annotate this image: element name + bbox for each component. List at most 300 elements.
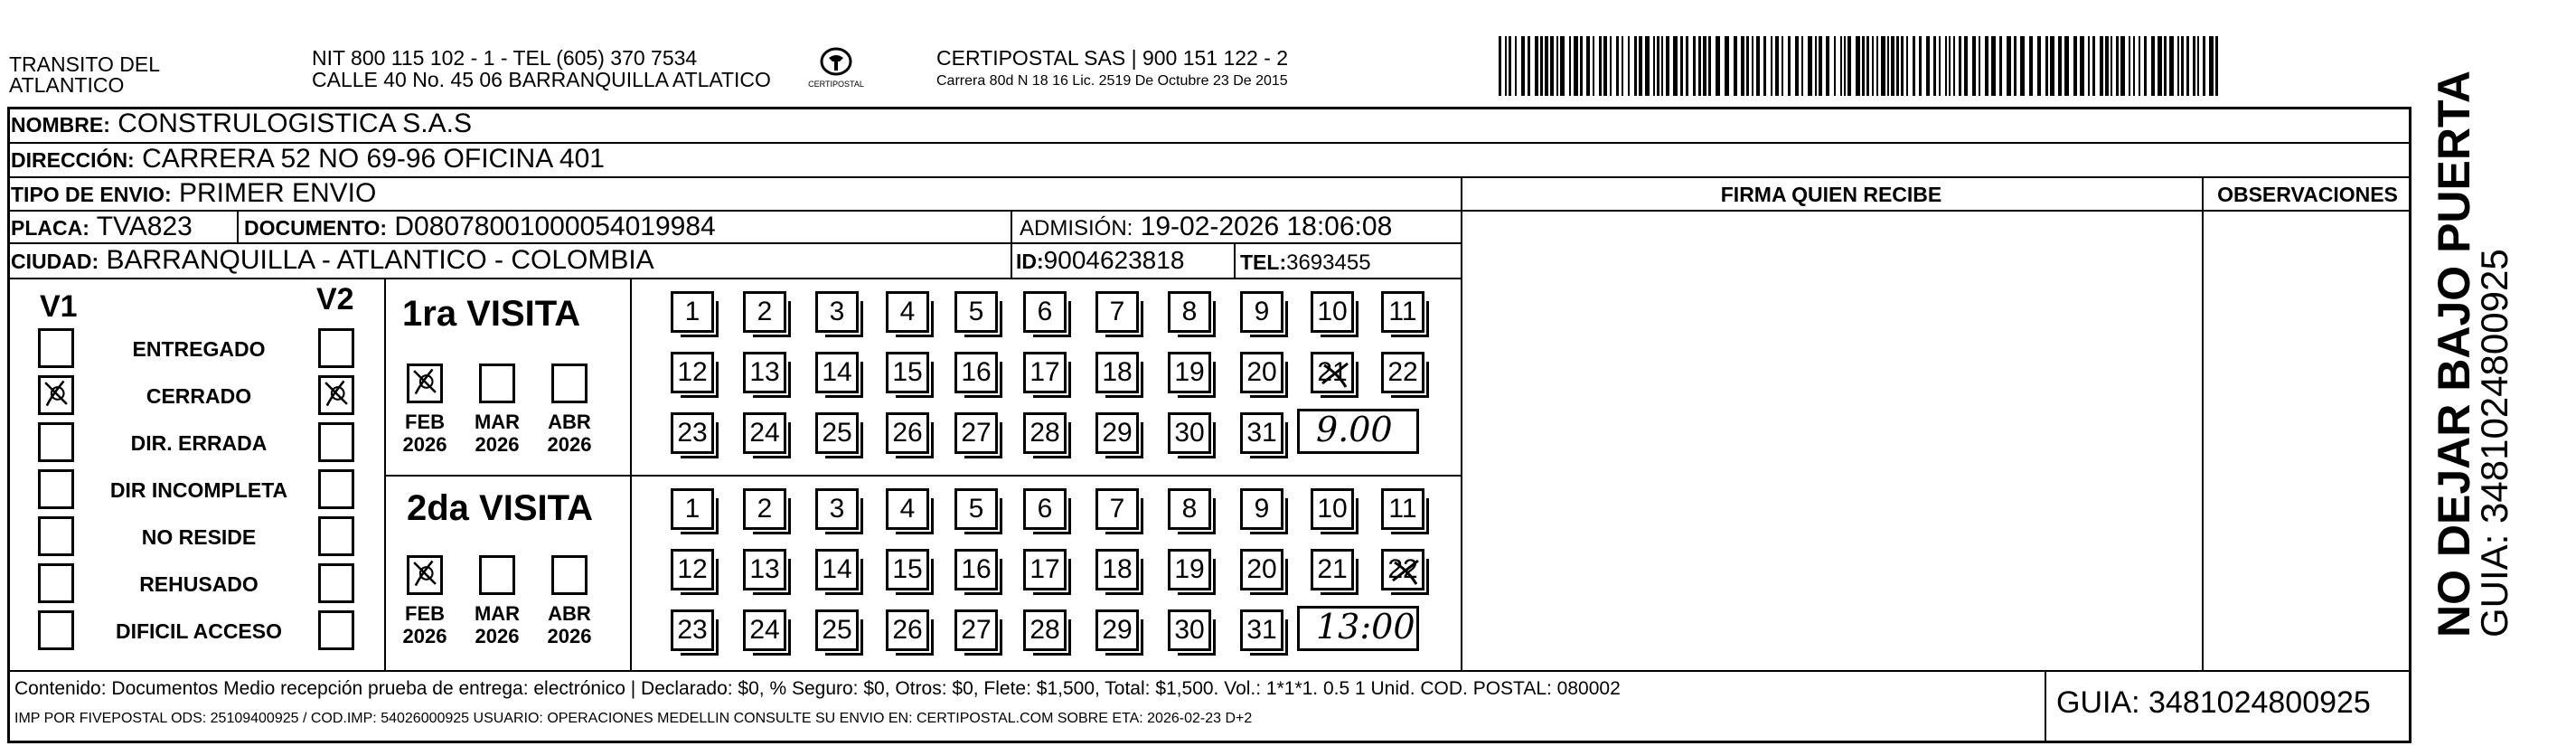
barcode-bar — [1634, 36, 1637, 96]
day-number: 27 — [961, 615, 992, 645]
visit1-day-28[interactable] — [1023, 412, 1067, 454]
day-number: 30 — [1174, 615, 1205, 645]
day-number: 10 — [1317, 494, 1348, 524]
day-number: 17 — [1029, 357, 1060, 387]
barcode-bar — [1574, 36, 1578, 96]
reason-label-2: DIR. ERRADA — [130, 431, 268, 455]
visit2-day-22[interactable] — [1381, 549, 1424, 590]
barcode-bar — [1959, 36, 1961, 96]
visit1-month-name-2: ABR — [548, 411, 591, 433]
day-number: 25 — [822, 615, 852, 645]
visit2-day-6[interactable] — [1023, 488, 1067, 530]
visit1-day-18[interactable] — [1095, 352, 1139, 393]
v2-label: V2 — [316, 282, 354, 316]
barcode-bar — [1891, 36, 1894, 96]
visit2-day-28[interactable] — [1023, 609, 1067, 651]
day-number: 1 — [684, 297, 700, 326]
day-number: 18 — [1102, 357, 1133, 387]
barcode-bar — [1999, 36, 2002, 96]
documento-value: D08078001000054019984 — [394, 212, 716, 241]
day-number: 9 — [1254, 297, 1270, 326]
visit2-day-11[interactable] — [1381, 488, 1424, 530]
visit1-day-3[interactable] — [815, 291, 859, 333]
visit2-day-30[interactable] — [1168, 609, 1211, 651]
barcode-bar — [2181, 36, 2184, 96]
barcode-bar — [1901, 36, 1904, 96]
barcode-bar — [2045, 36, 2048, 96]
barcode-bar — [2209, 36, 2214, 96]
day-scribble-icon — [1387, 553, 1424, 597]
visit2-month-name-0: FEB — [405, 602, 445, 625]
barcode-bar — [1939, 36, 1941, 96]
day-number: 12 — [677, 357, 708, 387]
barcode-bar — [2020, 36, 2025, 96]
v1-checkbox-3[interactable] — [38, 469, 74, 509]
day-number: 4 — [899, 297, 916, 326]
footer-imp-line: IMP POR FIVEPOSTAL ODS: 25109400925 / COD.IMP: 54026000925 USUARIO: OPERACIONES MEDELLIN CONSULTE SU ENVIO EN: CERTIPOSTAL.COM SOBRE ETA: 2026-02-23 D+2 — [14, 711, 1253, 726]
visit1-day-9[interactable] — [1240, 291, 1283, 333]
visit2-day-10[interactable] — [1311, 488, 1354, 530]
barcode-bar — [1509, 36, 1511, 96]
visit2-day-19[interactable] — [1168, 549, 1211, 590]
visit1-day-20[interactable] — [1240, 352, 1283, 393]
observaciones-label: OBSERVACIONES — [2217, 183, 2398, 206]
visit1-month-box-1[interactable] — [479, 364, 515, 403]
visit1-month-box-2[interactable] — [551, 364, 588, 403]
visit2-day-16[interactable] — [954, 549, 998, 590]
barcode-bar — [2105, 36, 2109, 96]
day-number: 31 — [1246, 615, 1277, 645]
barcode-bar — [1815, 36, 1817, 96]
v1-checkbox-6[interactable] — [38, 610, 74, 650]
barcode-bar — [2111, 36, 2112, 96]
day-number: 19 — [1174, 554, 1205, 584]
visit1-month-year-0: 2026 — [402, 433, 447, 456]
day-number: 27 — [961, 418, 992, 448]
barcode-bar — [1763, 36, 1766, 96]
barcode-bar — [1734, 36, 1737, 96]
id-label: ID: — [1016, 250, 1044, 273]
barcode-bar — [1771, 36, 1772, 96]
visit2-day-25[interactable] — [815, 609, 859, 651]
nombre-label: NOMBRE: — [11, 113, 110, 137]
barcode-bar — [2088, 36, 2090, 96]
day-number: 11 — [1388, 297, 1417, 326]
visit2-day-12[interactable] — [671, 549, 714, 590]
barcode-bar — [1499, 36, 1501, 96]
barcode-bar — [1686, 36, 1688, 96]
visit2-month-name-1: MAR — [474, 602, 521, 625]
day-scribble-icon — [1317, 356, 1353, 400]
visit2-day-18[interactable] — [1095, 549, 1139, 590]
side-text — [2429, 71, 2515, 637]
visit2-day-13[interactable] — [743, 549, 786, 590]
tipo-value: PRIMER ENVIO — [178, 178, 377, 208]
barcode-bar — [2050, 36, 2054, 96]
visit2-day-7[interactable] — [1095, 488, 1139, 530]
barcode — [1499, 36, 2222, 96]
visit2-day-4[interactable] — [886, 488, 929, 530]
barcode-bar — [2186, 36, 2189, 96]
visit2-day-31[interactable] — [1240, 609, 1283, 651]
visit1-day-2[interactable] — [743, 291, 786, 333]
barcode-bar — [1979, 36, 1980, 96]
barcode-bar — [1580, 36, 1583, 96]
admision-cell — [1020, 212, 1392, 244]
visit2-day-29[interactable] — [1095, 609, 1139, 651]
day-number: 19 — [1174, 357, 1205, 387]
day-number: 3 — [829, 494, 845, 524]
visit1-month-name-0: FEB — [405, 411, 445, 433]
barcode-bar — [1782, 36, 1783, 96]
barcode-bar — [2133, 36, 2135, 96]
day-number: 8 — [1181, 494, 1198, 524]
v2-checkbox-4[interactable] — [318, 516, 354, 556]
visit1-day-13[interactable] — [743, 352, 786, 393]
observaciones-area[interactable] — [2204, 212, 2410, 670]
visit1-day-6[interactable] — [1023, 291, 1067, 333]
v1-checkbox-2[interactable] — [38, 422, 74, 462]
barcode-bar — [1808, 36, 1812, 96]
ciudad-value: BARRANQUILLA - ATLANTICO - COLOMBIA — [106, 245, 654, 275]
v1-checkbox-5[interactable] — [38, 563, 74, 603]
barcode-bar — [1657, 36, 1659, 96]
day-number: 28 — [1029, 418, 1060, 448]
visit2-day-2[interactable] — [743, 488, 786, 530]
firma-label: FIRMA QUIEN RECIBE — [1720, 183, 1942, 206]
barcode-bar — [1521, 36, 1525, 96]
visit1-day-7[interactable] — [1095, 291, 1139, 333]
visit1-day-11[interactable] — [1381, 291, 1424, 333]
day-number: 20 — [1246, 554, 1277, 584]
barcode-bar — [1703, 36, 1706, 96]
barcode-bar — [1556, 36, 1558, 96]
barcode-bar — [2092, 36, 2095, 96]
barcode-bar — [1881, 36, 1885, 96]
v1-label: V1 — [40, 289, 78, 324]
barcode-bar — [1991, 36, 1996, 96]
admision-label: ADMISIÓN: — [1020, 216, 1133, 241]
barcode-bar — [1775, 36, 1779, 96]
day-number: 8 — [1181, 297, 1198, 326]
barcode-bar — [1788, 36, 1791, 96]
visit1-day-26[interactable] — [886, 412, 929, 454]
barcode-bar — [1819, 36, 1822, 96]
ciudad-cell — [11, 245, 654, 277]
barcode-bar — [1847, 36, 1851, 96]
barcode-bar — [1801, 36, 1803, 96]
barcode-bar — [1926, 36, 1930, 96]
tipo-label: TIPO DE ENVIO: — [11, 183, 172, 206]
reason-label-0: ENTREGADO — [132, 337, 266, 361]
barcode-bar — [1746, 36, 1749, 96]
barcode-bar — [2073, 36, 2077, 96]
barcode-bar — [1639, 36, 1642, 96]
day-number: 7 — [1109, 494, 1125, 524]
license-line: Carrera 80d N 18 16 Lic. 2519 De Octubre 23 De 2015 — [936, 73, 1288, 89]
day-number: 21 — [1317, 554, 1348, 584]
visit2-day-9[interactable] — [1240, 488, 1283, 530]
day-number: 15 — [892, 357, 923, 387]
tel-label: TEL: — [1240, 250, 1287, 274]
visit2-day-14[interactable] — [815, 549, 859, 590]
visit1-month-year-1: 2026 — [475, 433, 520, 456]
reason-label-4: NO RESIDE — [141, 525, 257, 549]
barcode-bar — [1953, 36, 1955, 96]
barcode-bar — [1913, 36, 1915, 96]
day-number: 10 — [1317, 297, 1348, 326]
day-number: 15 — [892, 554, 923, 584]
v2-checkbox-6[interactable] — [318, 610, 354, 650]
placa-label: PLACA: — [11, 216, 89, 240]
barcode-bar — [2080, 36, 2084, 96]
barcode-bar — [1603, 36, 1607, 96]
documento-cell — [244, 212, 716, 243]
v1-checkbox-0[interactable] — [38, 328, 74, 368]
visit1-title: 1ra VISITA — [402, 294, 581, 334]
day-number: 7 — [1109, 297, 1125, 326]
barcode-bar — [1919, 36, 1922, 96]
barcode-bar — [1795, 36, 1799, 96]
day-number: 28 — [1029, 615, 1060, 645]
v2-checkbox-5[interactable] — [318, 563, 354, 603]
visit2-day-27[interactable] — [954, 609, 998, 651]
day-number: 23 — [677, 418, 708, 448]
footer-content-line: Contenido: Documentos Medio recepción prueba de entrega: electrónico | Declarado: $0, % Seguro: $0, Otros: $0, Flete: $1,500, Total: $1,500. Vol.: 1*1*1. 0.5 1 Unid. COD. POSTAL: 080002 — [14, 678, 1621, 699]
barcode-bar — [1856, 36, 1860, 96]
day-number: 30 — [1174, 418, 1205, 448]
barcode-bar — [1505, 36, 1507, 96]
visit2-title: 2da VISITA — [407, 488, 593, 528]
barcode-bar — [2100, 36, 2103, 96]
visit2-month-box-1[interactable] — [479, 555, 515, 595]
visit2-day-23[interactable] — [671, 609, 714, 651]
reason-label-6: DIFICIL ACCESO — [115, 619, 282, 643]
barcode-bar — [1593, 36, 1594, 96]
barcode-bar — [1896, 36, 1899, 96]
v1-checkbox-1[interactable] — [38, 375, 74, 415]
placa-value: TVA823 — [96, 212, 193, 241]
barcode-bar — [2014, 36, 2017, 96]
barcode-bar — [2058, 36, 2062, 96]
visit2-time-box[interactable] — [1297, 606, 1419, 651]
visit1-time-value: 9.00 — [1316, 410, 1393, 449]
visit1-day-30[interactable] — [1168, 412, 1211, 454]
visit2-day-26[interactable] — [886, 609, 929, 651]
visit1-day-4[interactable] — [886, 291, 929, 333]
visit2-day-8[interactable] — [1168, 488, 1211, 530]
barcode-bar — [1645, 36, 1650, 96]
direccion-label: DIRECCIÓN: — [11, 148, 135, 172]
reason-label-1: CERRADO — [146, 384, 252, 408]
day-number: 22 — [1387, 554, 1418, 584]
documento-label: DOCUMENTO: — [244, 216, 388, 240]
day-number: 17 — [1029, 554, 1060, 584]
v2-checkbox-3[interactable] — [318, 469, 354, 509]
tel-value: 3693455 — [1286, 250, 1371, 275]
v2-checkbox-0[interactable] — [318, 328, 354, 368]
barcode-bar — [2139, 36, 2140, 96]
day-number: 16 — [961, 357, 992, 387]
barcode-bar — [2116, 36, 2119, 96]
visit2-month-box-0[interactable] — [407, 555, 443, 595]
day-number: 16 — [961, 554, 992, 584]
admision-value: 19-02-2026 18:06:08 — [1140, 212, 1393, 241]
barcode-bar — [1708, 36, 1711, 96]
barcode-bar — [1725, 36, 1729, 96]
id-value: 9004623818 — [1043, 246, 1185, 274]
visit1-day-16[interactable] — [954, 352, 998, 393]
visit1-day-10[interactable] — [1311, 291, 1354, 333]
visit1-day-12[interactable] — [671, 352, 714, 393]
barcode-bar — [2151, 36, 2155, 96]
barcode-bar — [1680, 36, 1683, 96]
visit1-day-19[interactable] — [1168, 352, 1211, 393]
visit1-month-box-0[interactable] — [407, 364, 443, 403]
reason-label-5: REHUSADO — [139, 572, 259, 596]
day-number: 26 — [892, 418, 923, 448]
barcode-bar — [2193, 36, 2195, 96]
barcode-bar — [2177, 36, 2179, 96]
visit1-day-31[interactable] — [1240, 412, 1283, 454]
barcode-bar — [2029, 36, 2033, 96]
barcode-bar — [1550, 36, 1554, 96]
barcode-bar — [1844, 36, 1846, 96]
barcode-bar — [1666, 36, 1669, 96]
barcode-bar — [2120, 36, 2125, 96]
barcode-bar — [1949, 36, 1951, 96]
visit1-day-29[interactable] — [1095, 412, 1139, 454]
visit1-day-8[interactable] — [1168, 291, 1211, 333]
barcode-bar — [1673, 36, 1678, 96]
nit-line: NIT 800 115 102 - 1 - TEL (605) 370 7534 — [312, 46, 698, 70]
day-number: 6 — [1037, 297, 1053, 326]
barcode-bar — [1752, 36, 1753, 96]
barcode-bar — [1586, 36, 1590, 96]
day-number: 3 — [829, 297, 845, 326]
barcode-bar — [1545, 36, 1548, 96]
v1-checkbox-4[interactable] — [38, 516, 74, 556]
visit2-month-year-1: 2026 — [475, 625, 520, 647]
visit2-day-3[interactable] — [815, 488, 859, 530]
barcode-bar — [1693, 36, 1696, 96]
v2-checkbox-2[interactable] — [318, 422, 354, 462]
barcode-bar — [1933, 36, 1936, 96]
visit2-day-15[interactable] — [886, 549, 929, 590]
barcode-bar — [1964, 36, 1968, 96]
company-line: CERTIPOSTAL SAS | 900 151 122 - 2 — [936, 46, 1289, 70]
day-number: 4 — [899, 494, 916, 524]
visit1-day-27[interactable] — [954, 412, 998, 454]
day-number: 22 — [1387, 357, 1418, 387]
visit2-day-24[interactable] — [743, 609, 786, 651]
visit2-time-value: 13:00 — [1316, 607, 1415, 647]
barcode-bar — [1741, 36, 1744, 96]
barcode-bar — [1972, 36, 1976, 96]
day-number: 9 — [1254, 494, 1270, 524]
barcode-bar — [1661, 36, 1663, 96]
org-name: TRANSITO DEL ATLANTICO — [9, 52, 160, 97]
barcode-bar — [1616, 36, 1619, 96]
direccion-row — [11, 144, 605, 175]
day-number: 14 — [822, 554, 852, 584]
barcode-bar — [1560, 36, 1565, 96]
visit1-day-22[interactable] — [1381, 352, 1424, 393]
day-number: 24 — [749, 615, 780, 645]
barcode-bar — [1569, 36, 1571, 96]
barcode-bar — [1540, 36, 1543, 96]
barcode-bar — [1945, 36, 1947, 96]
visit2-day-1[interactable] — [671, 488, 714, 530]
visit2-day-21[interactable] — [1311, 549, 1354, 590]
visit1-day-15[interactable] — [886, 352, 929, 393]
day-number: 31 — [1246, 418, 1277, 448]
visit2-month-year-0: 2026 — [402, 625, 447, 647]
barcode-bar — [1622, 36, 1623, 96]
barcode-bar — [2129, 36, 2130, 96]
barcode-bar — [1985, 36, 1988, 96]
day-number: 11 — [1388, 494, 1417, 524]
barcode-bar — [1872, 36, 1874, 96]
visit1-day-23[interactable] — [671, 412, 714, 454]
visit2-month-name-2: ABR — [548, 602, 591, 625]
barcode-bar — [1610, 36, 1612, 96]
visit1-day-14[interactable] — [815, 352, 859, 393]
visit1-day-24[interactable] — [743, 412, 786, 454]
visit1-day-25[interactable] — [815, 412, 859, 454]
barcode-bar — [1716, 36, 1720, 96]
barcode-bar — [1834, 36, 1836, 96]
visit1-day-5[interactable] — [954, 291, 998, 333]
barcode-bar — [1628, 36, 1630, 96]
day-number: 21 — [1317, 357, 1348, 387]
barcode-bar — [2203, 36, 2205, 96]
side-guia-text: GUIA: 3481024800925 — [2473, 249, 2515, 637]
v2-checkbox-1[interactable] — [318, 375, 354, 415]
barcode-bar — [1599, 36, 1602, 96]
visit2-month-box-2[interactable] — [551, 555, 588, 595]
visit1-day-17[interactable] — [1023, 352, 1067, 393]
visit2-day-5[interactable] — [954, 488, 998, 530]
visit1-month-name-1: MAR — [474, 411, 521, 433]
day-number: 6 — [1037, 494, 1053, 524]
barcode-bar — [2215, 36, 2218, 96]
day-number: 18 — [1102, 554, 1133, 584]
placa-cell — [11, 212, 193, 243]
visit2-day-20[interactable] — [1240, 549, 1283, 590]
reason-label-3: DIR INCOMPLETA — [109, 478, 288, 502]
nombre-value: CONSTRULOGISTICA S.A.S — [118, 109, 472, 138]
day-number: 2 — [757, 297, 773, 326]
visit2-day-17[interactable] — [1023, 549, 1067, 590]
tel-cell — [1240, 247, 1371, 279]
barcode-bar — [1653, 36, 1655, 96]
barcode-bar — [2158, 36, 2162, 96]
visit1-day-1[interactable] — [671, 291, 714, 333]
barcode-bar — [2037, 36, 2041, 96]
barcode-bar — [1866, 36, 1869, 96]
day-number: 29 — [1102, 615, 1133, 645]
no-dejar-text: NO DEJAR BAJO PUERTA — [2429, 71, 2479, 637]
day-number: 1 — [684, 494, 700, 524]
day-number: 13 — [749, 554, 780, 584]
day-number: 5 — [968, 494, 984, 524]
firma-area[interactable] — [1462, 212, 2202, 670]
barcode-bar — [2064, 36, 2069, 96]
visit1-time-box[interactable] — [1297, 409, 1419, 454]
barcode-bar — [1826, 36, 1829, 96]
visit1-day-21[interactable] — [1311, 352, 1354, 393]
